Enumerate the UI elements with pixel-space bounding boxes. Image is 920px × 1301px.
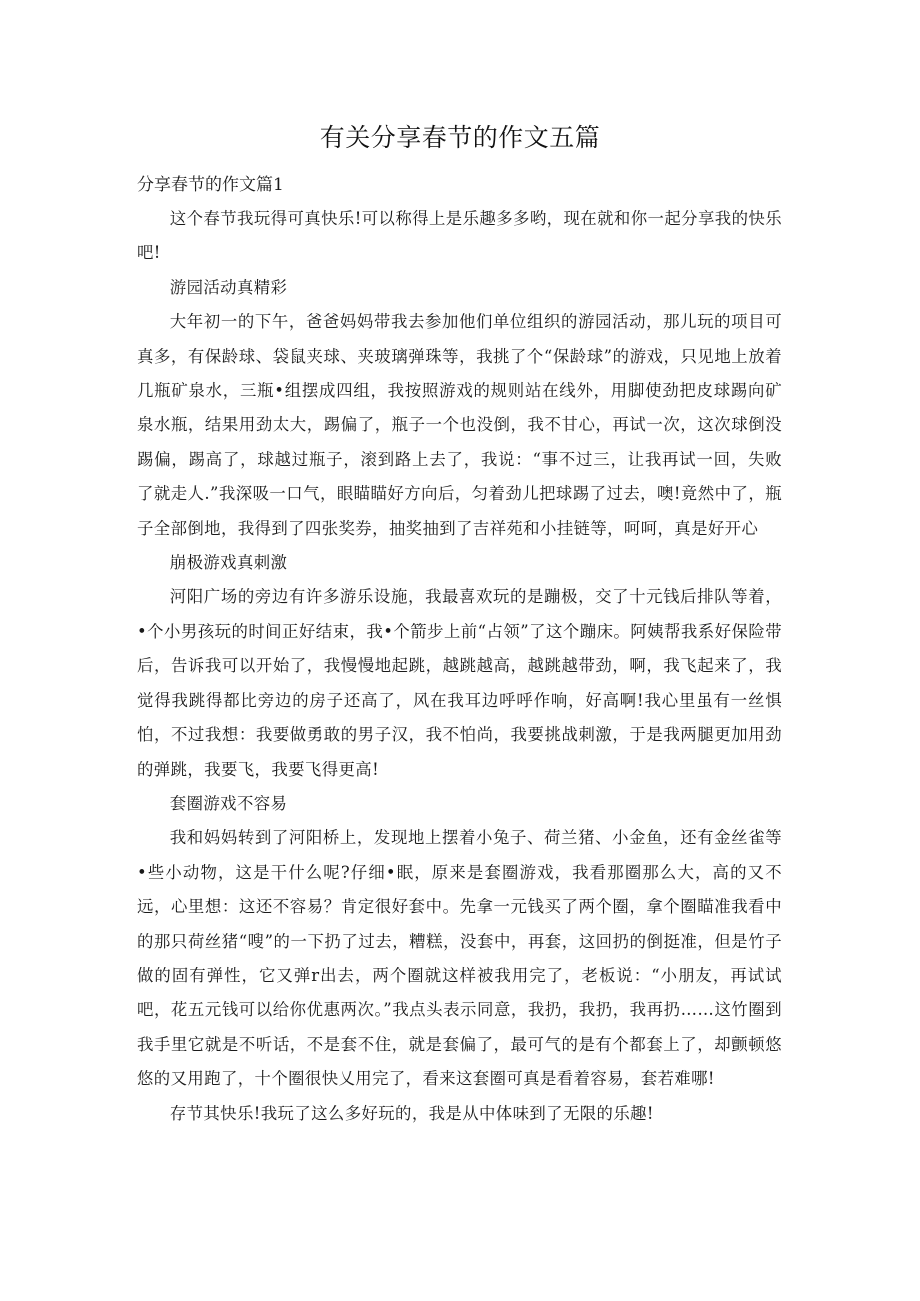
paragraph-conclusion: 存节其快乐!我玩了这么多好玩的，我是从中体味到了无限的乐趣!: [169, 1103, 654, 1123]
paragraph-intro: 这个春节我玩得可真快乐!可以称得上是乐趣多多哟，现在就和你一起分享我的快乐吧!: [137, 209, 782, 263]
paragraph-ring-toss: 我和妈妈转到了河阳桥上，发现地上摆着小兔子、荷兰猪、小金鱼，还有金丝雀等•些小动物，这是干什么呢?仔细•眠，原来是套圈游戏，我看那圈那么大，高的又不远，心里想：这还不容易？肯定很好套中。先拿一元钱买了两个圈，拿个圈瞄准我看中的那只荷丝猪“嗖”的一下扔了过去，糟糕，没套中，再套，这回扔的倒挺准，但是竹子做的固有弹性，它又弹r出去，两个圈就这样被我用完了，老板说：“小朋友，再试试吧，花五元钱可以给你优惠两次。”我点头表示同意，我扔，我扔，我再扔……这竹圈到我手里它就是不听话，不是套不住，就是套偏了，最可气的是有个都套上了，却颤顿悠悠的又用跑了，十个圈很快乂用完了，看来这套圈可真是看着容易，套若难哪!: [137, 828, 782, 1089]
essay-body: [137, 202, 782, 1131]
section-heading: 分享春节的作文篇1: [137, 175, 284, 195]
paragraph-bungee: 河阳广场的旁边有许多游乐设施，我最喜欢玩的是蹦极，交了十元钱后排队等着，•个小男孩玩的时间正好结束，我•个箭步上前“占领”了这个蹦床。阿姨帮我系好保险带后，告诉我可以开始了，我慢慢地起跳，越跳越高，越跳越带劲，啊，我飞起来了，我觉得我跳得都比旁边的房子还高了，风在我耳边呼呼作响，好高啊!我心里虽有一丝惧怕，不过我想：我要做勇敢的男子汉，我不怕尚，我要挑战刺激，于是我两腿更加用劲的弹跳，我要飞，我要飞得更高!: [137, 587, 782, 779]
document-title: 有关分享春节的作文五篇: [319, 123, 601, 152]
subheading-bungee: 崩极游戏真刺激: [169, 553, 288, 573]
subheading-garden-activities: 游园活动真精彩: [169, 277, 288, 297]
subheading-ring-toss: 套圈游戏不容易: [169, 793, 288, 813]
paragraph-bowling: 大年初一的下午，爸爸妈妈带我去参加他们单位组织的游园活动，那儿玩的项目可真多，有保龄球、袋鼠夹球、夹玻璃弹珠等，我挑了个“保龄球”的游戏，只见地上放着几瓶矿泉水，三瓶•组摆成四组，我按照游戏的规则站在线外，用脚使劲把皮球踢向矿泉水瓶，结果用劲太大，踢偏了，瓶子一个也没倒，我不甘心，再试一次，这次球倒没踢偏，踢高了，球越过瓶子，滚到路上去了，我说：“事不过三，让我再试一回，失败了就走人.”我深吸一口气，眼瞄瞄好方向后，匀着劲儿把球踢了过去，噢!竟然中了，瓶子全部倒地，我得到了四张奖券，抽奖抽到了吉祥苑和小挂链等，呵呵，真是好开心: [137, 312, 782, 538]
